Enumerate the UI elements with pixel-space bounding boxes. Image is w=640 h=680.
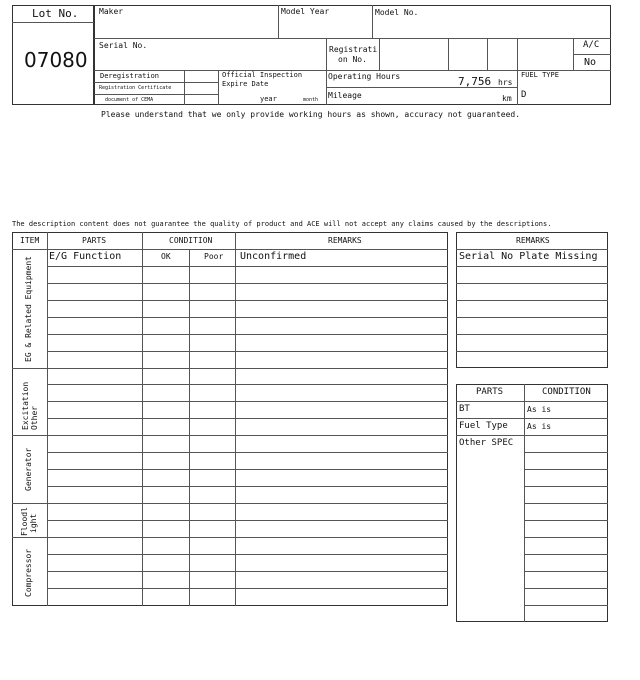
first-row-poor: Poor xyxy=(204,252,224,261)
remarks-table-header: REMARKS xyxy=(516,236,550,245)
condition-row-bt: As is xyxy=(527,405,552,414)
section-floodlight-label-2: ight xyxy=(29,513,38,533)
col-parts-header: PARTS xyxy=(82,236,107,245)
registration-certificate-label: Registration Certificate xyxy=(99,85,172,91)
parts-col-header: PARTS xyxy=(476,387,504,397)
fuel-type-value: D xyxy=(521,90,527,100)
condition-row-fuel-type: As is xyxy=(527,422,552,431)
section-generator: Generator xyxy=(24,447,33,491)
parts-row-other-spec: Other SPEC xyxy=(459,438,514,448)
parts-row-bt: BT xyxy=(459,404,470,414)
ac-label: A/C xyxy=(583,40,600,50)
remarks-first-row: Serial No Plate Missing xyxy=(459,251,598,262)
disclaimer-text: The description content does not guarantee the quality of product and ACE will not accept any claims caused by the descriptions. xyxy=(12,220,552,228)
official-inspection-label: Official Inspection xyxy=(222,71,303,79)
first-row-parts: E/G Function xyxy=(49,251,122,262)
maker-label: Maker xyxy=(99,7,124,16)
parts-row-fuel-type: Fuel Type xyxy=(459,421,508,431)
operating-hours-value: 7,756 xyxy=(458,75,492,88)
first-row-ok: OK xyxy=(161,252,171,261)
model-no-label: Model No. xyxy=(375,8,419,17)
model-year-label: Model Year xyxy=(281,7,330,16)
km-unit: km xyxy=(502,94,512,103)
document-of-cema-label: document of CEMA xyxy=(105,97,154,103)
operating-hours-label: Operating Hours xyxy=(328,72,401,81)
month-label: month xyxy=(303,97,319,103)
section-floodlight-label-1: Floodl xyxy=(20,507,29,536)
first-row-remarks: Unconfirmed xyxy=(240,251,307,262)
section-excitation-label-2: Other xyxy=(30,405,39,430)
hrs-unit: hrs xyxy=(498,78,513,87)
fuel-type-label: FUEL TYPE xyxy=(521,71,559,79)
registration-label-1: Registrati xyxy=(329,45,378,54)
section-eg-related-equipment: EG & Related Equipment xyxy=(24,256,33,362)
section-excitation-label-1: Excitation xyxy=(21,381,30,430)
expire-date-label: Expire Date xyxy=(222,80,269,88)
condition-col-header: CONDITION xyxy=(542,387,591,397)
ac-value: No xyxy=(584,57,597,68)
deregistration-label: Deregistration xyxy=(100,72,160,80)
col-item-header: ITEM xyxy=(20,236,40,245)
registration-label-2: on No. xyxy=(338,55,367,64)
col-remarks-header: REMARKS xyxy=(328,236,362,245)
lot-no-value: 07080 xyxy=(24,48,88,72)
mileage-label: Mileage xyxy=(328,91,362,100)
year-label: year xyxy=(260,95,277,103)
col-condition-header: CONDITION xyxy=(169,236,213,245)
section-compressor: Compressor xyxy=(24,548,33,597)
serial-no-label: Serial No. xyxy=(99,41,148,50)
working-hours-notice: Please understand that we only provide working hours as shown, accuracy not guaranteed. xyxy=(101,110,521,119)
lot-no-label: Lot No. xyxy=(32,7,79,20)
